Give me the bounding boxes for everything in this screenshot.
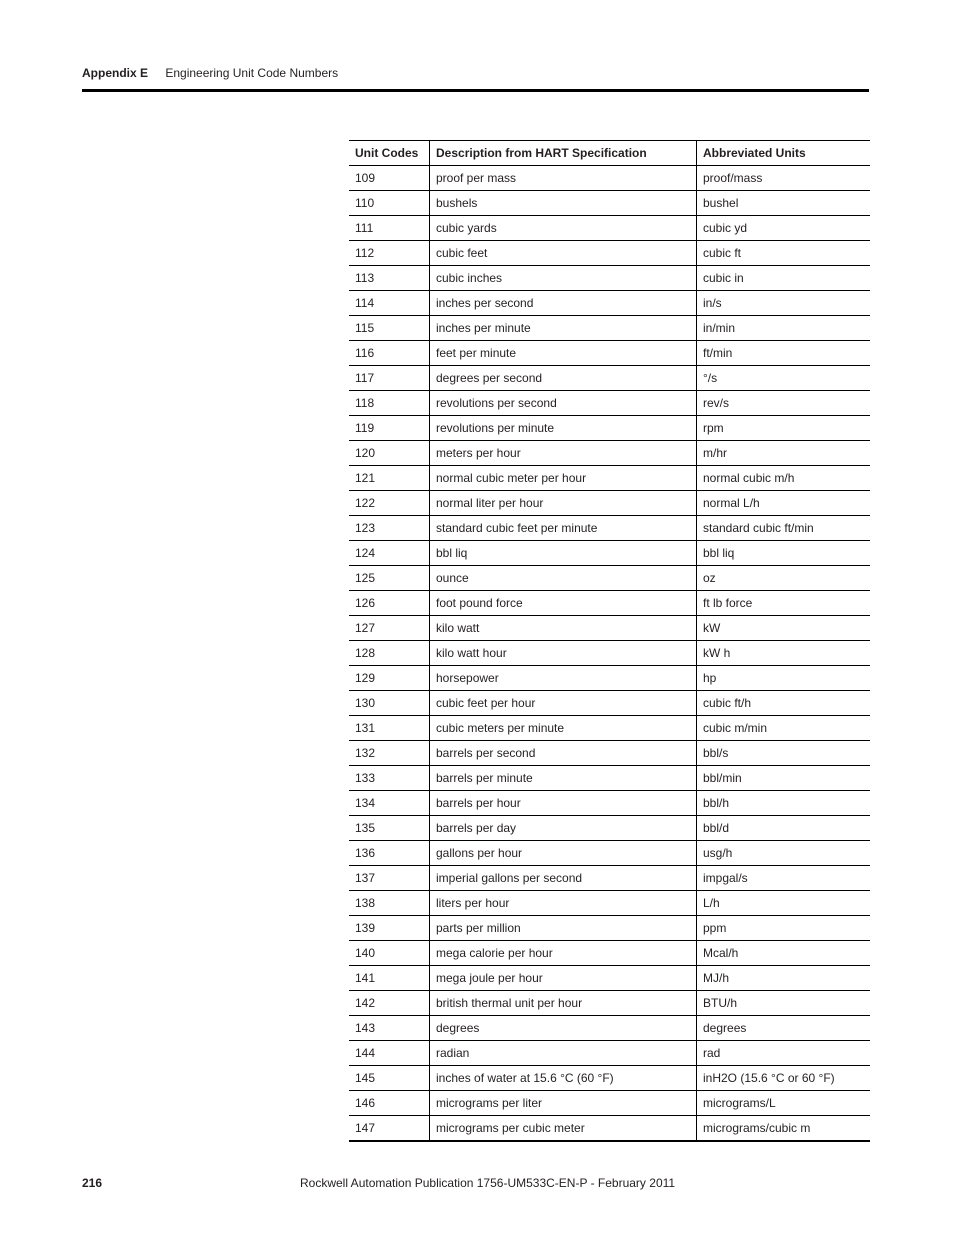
cell-description: cubic yards [430, 216, 697, 241]
cell-abbreviated-unit: micrograms/cubic m [697, 1116, 871, 1142]
cell-description: liters per hour [430, 891, 697, 916]
table-row [349, 1016, 870, 1041]
cell-description: cubic meters per minute [430, 716, 697, 741]
table-row [349, 216, 870, 241]
table-row [349, 966, 870, 991]
publication-info: Rockwell Automation Publication 1756-UM533C-EN-P - February 2011 [300, 1176, 676, 1190]
cell-description: horsepower [430, 666, 697, 691]
cell-description: kilo watt [430, 616, 697, 641]
cell-description: feet per minute [430, 341, 697, 366]
cell-unit-code: 134 [349, 791, 430, 816]
cell-unit-code: 113 [349, 266, 430, 291]
table-row [349, 716, 870, 741]
cell-unit-code: 133 [349, 766, 430, 791]
cell-description: barrels per second [430, 741, 697, 766]
cell-description: micrograms per cubic meter [430, 1116, 697, 1142]
cell-description: barrels per day [430, 816, 697, 841]
table-row [349, 241, 870, 266]
table-row [349, 641, 870, 666]
cell-description: standard cubic feet per minute [430, 516, 697, 541]
cell-abbreviated-unit: kW h [697, 641, 871, 666]
table-row [349, 191, 870, 216]
appendix-label: Appendix E [82, 66, 149, 80]
cell-description: bbl liq [430, 541, 697, 566]
cell-abbreviated-unit: bbl/s [697, 741, 871, 766]
table-row [349, 416, 870, 441]
cell-unit-code: 140 [349, 941, 430, 966]
cell-description: inches per minute [430, 316, 697, 341]
cell-abbreviated-unit: Mcal/h [697, 941, 871, 966]
table-row [349, 691, 870, 716]
column-header-unit-codes: Unit Codes [349, 141, 430, 166]
cell-description: gallons per hour [430, 841, 697, 866]
cell-description: mega joule per hour [430, 966, 697, 991]
table-row [349, 166, 870, 191]
cell-abbreviated-unit: bbl/d [697, 816, 871, 841]
cell-description: meters per hour [430, 441, 697, 466]
cell-unit-code: 116 [349, 341, 430, 366]
table-body [349, 166, 870, 1142]
cell-description: cubic feet [430, 241, 697, 266]
cell-abbreviated-unit: L/h [697, 891, 871, 916]
cell-unit-code: 112 [349, 241, 430, 266]
cell-abbreviated-unit: rev/s [697, 391, 871, 416]
cell-unit-code: 125 [349, 566, 430, 591]
cell-abbreviated-unit: proof/mass [697, 166, 871, 191]
cell-unit-code: 110 [349, 191, 430, 216]
cell-description: normal liter per hour [430, 491, 697, 516]
cell-unit-code: 111 [349, 216, 430, 241]
cell-description: micrograms per liter [430, 1091, 697, 1116]
cell-abbreviated-unit: degrees [697, 1016, 871, 1041]
cell-abbreviated-unit: ft lb force [697, 591, 871, 616]
table-row [349, 941, 870, 966]
cell-unit-code: 129 [349, 666, 430, 691]
table-row [349, 741, 870, 766]
cell-abbreviated-unit: cubic ft/h [697, 691, 871, 716]
header-rule [82, 89, 869, 92]
cell-description: normal cubic meter per hour [430, 466, 697, 491]
cell-unit-code: 137 [349, 866, 430, 891]
table-row [349, 366, 870, 391]
cell-description: proof per mass [430, 166, 697, 191]
table-row [349, 466, 870, 491]
table-header-row [349, 141, 870, 166]
cell-abbreviated-unit: °/s [697, 366, 871, 391]
cell-description: revolutions per minute [430, 416, 697, 441]
page-number: 216 [82, 1176, 103, 1190]
cell-description: bushels [430, 191, 697, 216]
cell-unit-code: 136 [349, 841, 430, 866]
cell-unit-code: 127 [349, 616, 430, 641]
cell-unit-code: 135 [349, 816, 430, 841]
cell-description: inches per second [430, 291, 697, 316]
cell-description: degrees per second [430, 366, 697, 391]
cell-unit-code: 139 [349, 916, 430, 941]
cell-abbreviated-unit: oz [697, 566, 871, 591]
cell-abbreviated-unit: cubic ft [697, 241, 871, 266]
cell-unit-code: 120 [349, 441, 430, 466]
cell-abbreviated-unit: bushel [697, 191, 871, 216]
table-row [349, 291, 870, 316]
cell-description: foot pound force [430, 591, 697, 616]
cell-abbreviated-unit: bbl/min [697, 766, 871, 791]
cell-unit-code: 132 [349, 741, 430, 766]
cell-unit-code: 146 [349, 1091, 430, 1116]
cell-abbreviated-unit: in/min [697, 316, 871, 341]
table-row [349, 341, 870, 366]
table-row [349, 991, 870, 1016]
cell-abbreviated-unit: impgal/s [697, 866, 871, 891]
running-header [82, 66, 338, 84]
cell-description: revolutions per second [430, 391, 697, 416]
cell-unit-code: 130 [349, 691, 430, 716]
table-row [349, 491, 870, 516]
cell-abbreviated-unit: usg/h [697, 841, 871, 866]
cell-description: cubic inches [430, 266, 697, 291]
table-row [349, 541, 870, 566]
table-row [349, 1041, 870, 1066]
table-row [349, 891, 870, 916]
table-row [349, 916, 870, 941]
table-row [349, 591, 870, 616]
cell-unit-code: 142 [349, 991, 430, 1016]
cell-abbreviated-unit: kW [697, 616, 871, 641]
cell-abbreviated-unit: normal L/h [697, 491, 871, 516]
table-row [349, 316, 870, 341]
cell-abbreviated-unit: hp [697, 666, 871, 691]
cell-abbreviated-unit: inH2O (15.6 °C or 60 °F) [697, 1066, 871, 1091]
cell-abbreviated-unit: rad [697, 1041, 871, 1066]
cell-abbreviated-unit: bbl/h [697, 791, 871, 816]
table-row [349, 816, 870, 841]
cell-abbreviated-unit: micrograms/L [697, 1091, 871, 1116]
table-row [349, 1066, 870, 1091]
table-row [349, 566, 870, 591]
cell-unit-code: 109 [349, 166, 430, 191]
cell-abbreviated-unit: bbl liq [697, 541, 871, 566]
cell-abbreviated-unit: in/s [697, 291, 871, 316]
table-row [349, 441, 870, 466]
cell-abbreviated-unit: cubic yd [697, 216, 871, 241]
unit-codes-table [349, 140, 870, 1142]
cell-description: degrees [430, 1016, 697, 1041]
cell-description: imperial gallons per second [430, 866, 697, 891]
cell-abbreviated-unit: MJ/h [697, 966, 871, 991]
cell-unit-code: 144 [349, 1041, 430, 1066]
table-row [349, 266, 870, 291]
cell-abbreviated-unit: cubic m/min [697, 716, 871, 741]
chapter-title: Engineering Unit Code Numbers [165, 66, 339, 80]
cell-description: barrels per minute [430, 766, 697, 791]
cell-abbreviated-unit: rpm [697, 416, 871, 441]
cell-abbreviated-unit: standard cubic ft/min [697, 516, 871, 541]
cell-unit-code: 143 [349, 1016, 430, 1041]
cell-unit-code: 121 [349, 466, 430, 491]
cell-unit-code: 123 [349, 516, 430, 541]
cell-unit-code: 128 [349, 641, 430, 666]
cell-description: british thermal unit per hour [430, 991, 697, 1016]
cell-description: inches of water at 15.6 °C (60 °F) [430, 1066, 697, 1091]
cell-unit-code: 138 [349, 891, 430, 916]
cell-unit-code: 115 [349, 316, 430, 341]
table-row [349, 666, 870, 691]
cell-description: parts per million [430, 916, 697, 941]
cell-abbreviated-unit: normal cubic m/h [697, 466, 871, 491]
cell-unit-code: 114 [349, 291, 430, 316]
cell-unit-code: 145 [349, 1066, 430, 1091]
table-row [349, 391, 870, 416]
cell-description: mega calorie per hour [430, 941, 697, 966]
cell-abbreviated-unit: ft/min [697, 341, 871, 366]
table-row [349, 766, 870, 791]
column-header-abbreviated-units: Abbreviated Units [697, 141, 871, 166]
cell-unit-code: 147 [349, 1116, 430, 1142]
cell-description: radian [430, 1041, 697, 1066]
cell-description: kilo watt hour [430, 641, 697, 666]
table-row [349, 616, 870, 641]
cell-description: cubic feet per hour [430, 691, 697, 716]
cell-abbreviated-unit: m/hr [697, 441, 871, 466]
column-header-description: Description from HART Specification [430, 141, 697, 166]
table-row [349, 1091, 870, 1116]
table-row [349, 1116, 870, 1142]
cell-unit-code: 126 [349, 591, 430, 616]
cell-abbreviated-unit: BTU/h [697, 991, 871, 1016]
cell-unit-code: 122 [349, 491, 430, 516]
cell-description: ounce [430, 566, 697, 591]
cell-unit-code: 119 [349, 416, 430, 441]
table-row [349, 841, 870, 866]
cell-description: barrels per hour [430, 791, 697, 816]
table-row [349, 791, 870, 816]
cell-unit-code: 118 [349, 391, 430, 416]
table-row [349, 516, 870, 541]
cell-abbreviated-unit: ppm [697, 916, 871, 941]
cell-unit-code: 117 [349, 366, 430, 391]
cell-unit-code: 124 [349, 541, 430, 566]
cell-unit-code: 141 [349, 966, 430, 991]
cell-abbreviated-unit: cubic in [697, 266, 871, 291]
cell-unit-code: 131 [349, 716, 430, 741]
table-row [349, 866, 870, 891]
